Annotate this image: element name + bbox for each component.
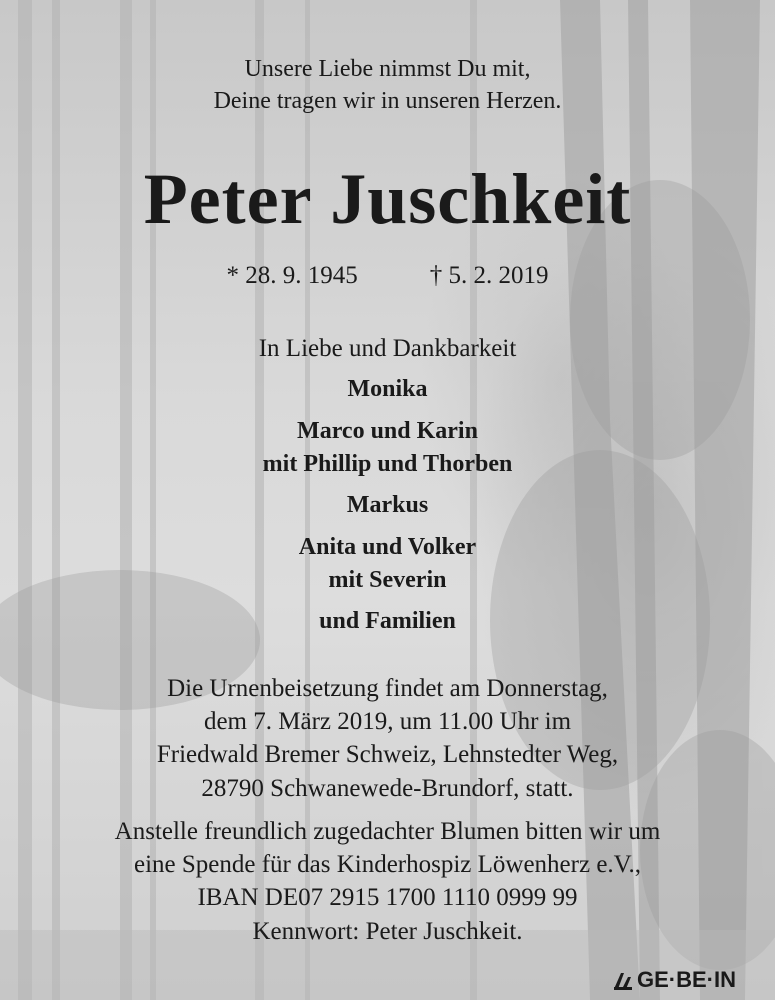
birth-date: * 28. 9. 1945 xyxy=(226,262,358,289)
donation-line: Anstelle freundlich zugedachter Blumen bitten wir um xyxy=(114,818,661,845)
family-member: Marco und Karin xyxy=(297,418,478,444)
poem-line: Deine tragen wir in unseren Herzen. xyxy=(213,88,562,114)
ceremony-line: Die Urnenbeisetzung findet am Donnerstag, xyxy=(167,675,608,702)
poem-line: Unsere Liebe nimmst Du mit, xyxy=(244,56,531,82)
ceremony-line: Friedwald Bremer Schweiz, Lehnstedter Weg, xyxy=(156,741,619,768)
family-member: Anita und Volker xyxy=(298,534,477,560)
logo-mark-icon xyxy=(612,969,634,991)
publisher-logo xyxy=(612,966,736,994)
ceremony-line: dem 7. März 2019, um 11.00 Uhr im xyxy=(203,708,572,735)
logo-text: GE·BE·IN xyxy=(637,967,736,992)
family-member: mit Phillip und Thorben xyxy=(262,451,513,477)
donation-line: eine Spende für das Kinderhospiz Löwenherz e.V., xyxy=(133,851,642,878)
family-member: mit Severin xyxy=(328,567,447,593)
dedication-line: In Liebe und Dankbarkeit xyxy=(258,335,517,362)
donation-line: IBAN DE07 2915 1700 1110 0999 99 xyxy=(197,884,578,911)
family-member: Monika xyxy=(347,376,428,402)
deceased-name: Peter Juschkeit xyxy=(143,159,632,239)
life-dates xyxy=(0,262,775,290)
donation-line: Kennwort: Peter Juschkeit. xyxy=(252,918,523,945)
family-member: Markus xyxy=(346,492,429,518)
family-member: und Familien xyxy=(319,608,456,634)
death-date: † 5. 2. 2019 xyxy=(429,262,549,289)
ceremony-line: 28790 Schwanewede-Brundorf, statt. xyxy=(201,775,574,802)
